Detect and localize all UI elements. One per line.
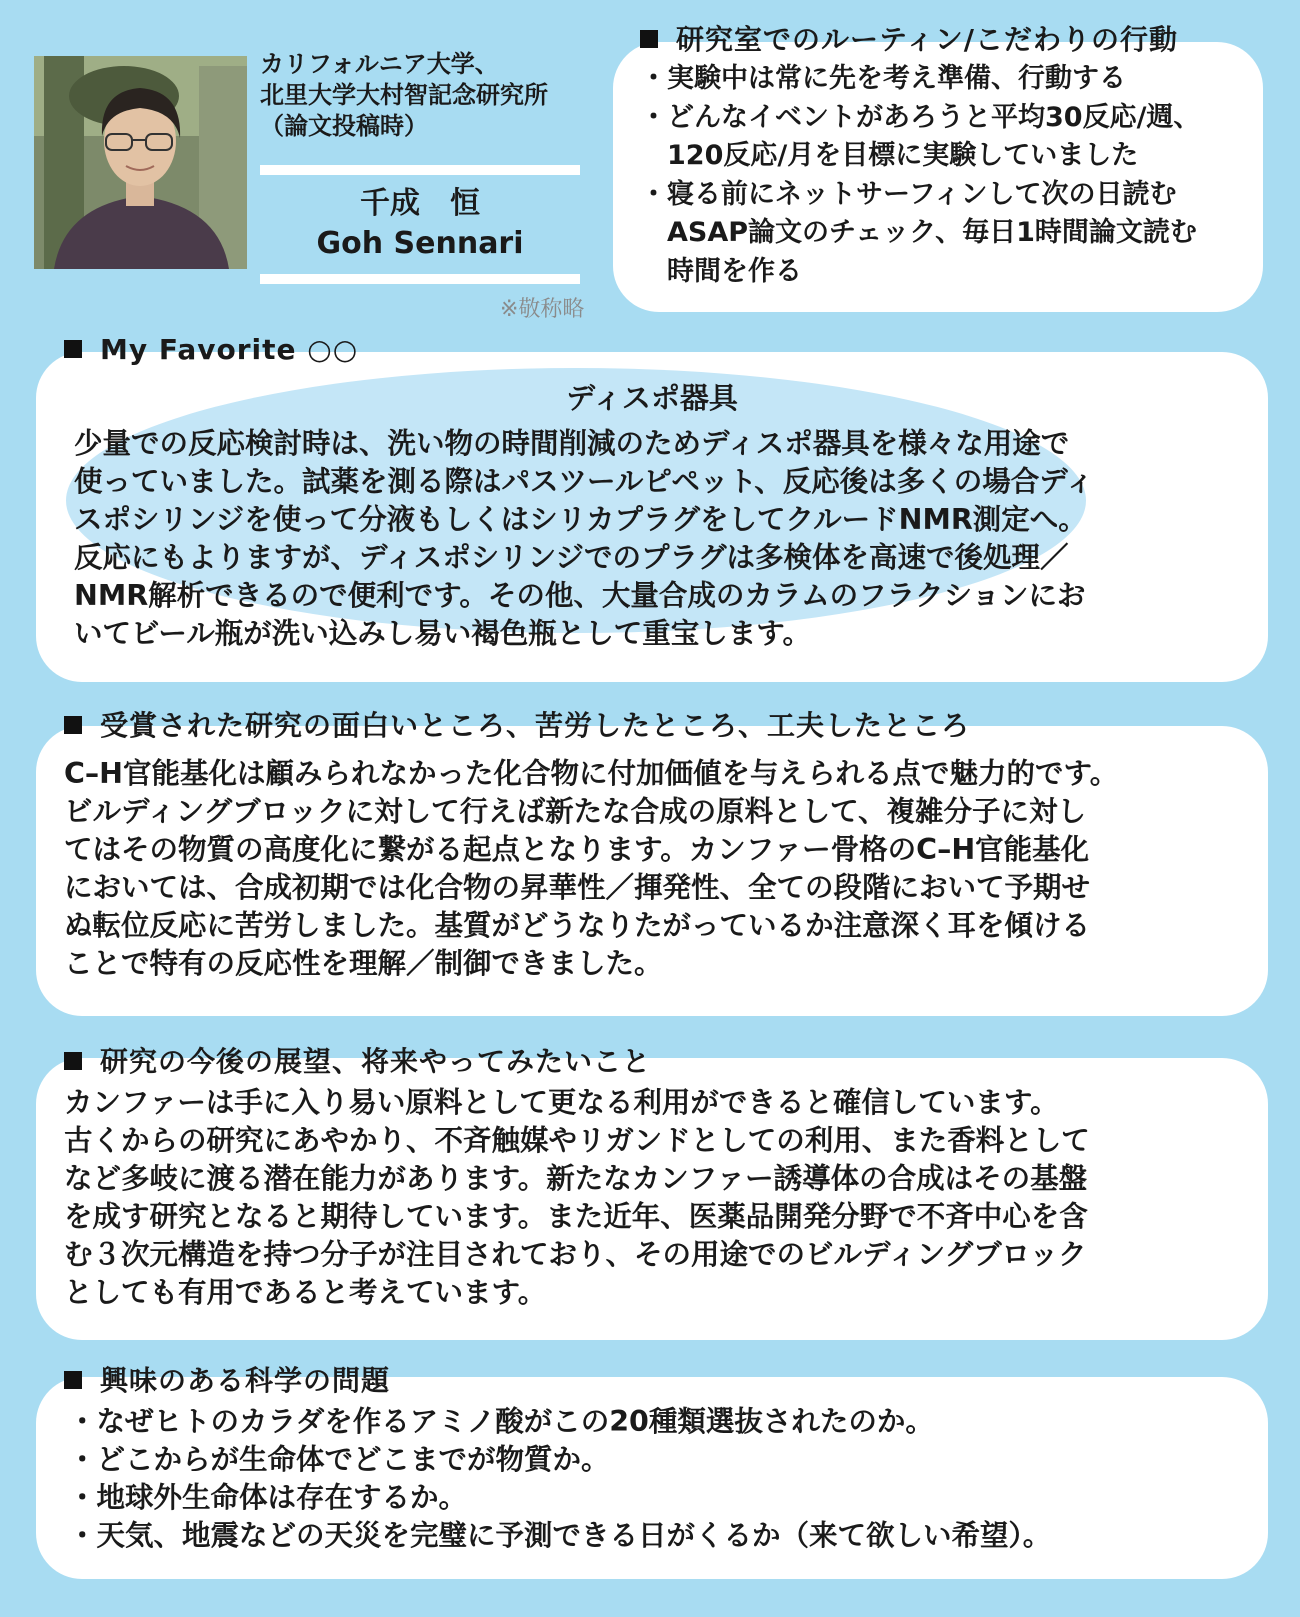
future-title-text: 研究の今後の展望、将来やってみたいこと (100, 1045, 652, 1078)
text-line: カンファーは手に入り易い原料として更なる利用ができると確信しています。 (64, 1086, 1059, 1119)
affiliation-line: カリフォルニア大学、 (260, 50, 499, 78)
divider-top (260, 165, 580, 175)
routine-title-text: 研究室でのルーティン/こだわりの行動 (676, 23, 1178, 56)
honorific-note: ※敬称略 (500, 297, 585, 322)
list-item: ・どこからが生命体でどこまでが物質か。 (68, 1443, 610, 1476)
text-line: 使っていました。試薬を測る際はパスツールピペット、反応後は多くの場合ディ (74, 465, 1095, 498)
text-line: ことで特有の反応性を理解／制御できました。 (64, 947, 663, 980)
affiliation-line: 北里大学大村智記念研究所 (260, 81, 548, 109)
person-name (260, 184, 580, 264)
text-line: においては、合成初期では化合物の昇華性／揮発性、全ての段階において予期せ (64, 871, 1091, 904)
interest-list (68, 1403, 1051, 1555)
list-item: 120反応/月を目標に実験していました (640, 140, 1139, 171)
text-line: NMR解析できるので便利です。その他、大量合成のカラムのフラクションにお (74, 579, 1086, 612)
profile-photo (34, 56, 247, 269)
text-line: など多岐に渡る潜在能力があります。新たなカンファー誘導体の合成はその基盤 (64, 1162, 1088, 1195)
future-body (64, 1084, 1090, 1312)
list-item: ・天気、地震などの天災を完璧に予測できる日がくるか（来て欲しい希望）。 (68, 1519, 1052, 1552)
award-body (64, 755, 1118, 983)
favorite-heading: ディスポ器具 (566, 381, 738, 415)
list-item: ・なぜヒトのカラダを作るアミノ酸がこの20種類選抜されたのか。 (68, 1405, 934, 1438)
future-title (64, 1040, 651, 1080)
text-line: としても有用であると考えています。 (64, 1276, 547, 1309)
list-item: ・寝る前にネットサーフィンして次の日読む (640, 178, 1177, 210)
favorite-title (64, 333, 358, 366)
text-line: スポシリンジを使って分液もしくはシリカプラグをしてクルードNMR測定へ。 (74, 503, 1087, 536)
list-item: 時間を作る (640, 255, 802, 287)
list-item: ・地球外生命体は存在するか。 (68, 1481, 468, 1514)
divider-bottom (260, 274, 580, 284)
list-item: ・どんなイベントがあろうと平均30反応/週、 (640, 101, 1201, 133)
text-line: を成す研究となると期待しています。また近年、医薬品開発分野で不斉中心を含 (64, 1200, 1088, 1233)
text-line: 少量での反応検討時は、洗い物の時間削減のためディスポ器具を様々な用途で (74, 427, 1070, 460)
list-item: ASAP論文のチェック、毎日1時間論文読む (640, 217, 1197, 248)
text-line: 古くからの研究にあやかり、不斉触媒やリガンドとしての利用、また香料として (64, 1124, 1090, 1157)
list-item: ・実験中は常に先を考え準備、行動する (640, 63, 1126, 94)
text-line: ビルディングブロックに対して行えば新たな合成の原料として、複雑分子に対し (64, 795, 1087, 828)
award-title (64, 704, 970, 744)
square-bullet-icon (64, 716, 82, 734)
name-en: Goh Sennari (316, 226, 524, 261)
affiliation (260, 49, 548, 142)
square-bullet-icon (64, 1371, 82, 1389)
favorite-title-text: My Favorite ○○ (100, 333, 359, 366)
favorite-body (74, 425, 1094, 653)
award-title-text: 受賞された研究の面白いところ、苦労したところ、工夫したところ (100, 709, 971, 742)
text-line: いてビール瓶が洗い込みし易い褐色瓶として重宝します。 (74, 617, 812, 650)
text-line: 反応にもよりますが、ディスポシリンジでのプラグは多検体を高速で後処理／ (74, 541, 1069, 574)
square-bullet-icon (640, 30, 658, 48)
text-line: む３次元構造を持つ分子が注目されており、その用途でのビルディングブロック (64, 1238, 1087, 1271)
portrait-image (34, 56, 247, 269)
routine-list (640, 60, 1200, 291)
text-line: てはその物質の高度化に繋がる起点となります。カンファー骨格のC–H官能基化 (64, 833, 1090, 866)
text-line: ぬ転位反応に苦労しました。基質がどうなりたがっているか注意深く耳を傾ける (64, 909, 1091, 942)
square-bullet-icon (64, 340, 82, 358)
interest-title (64, 1359, 390, 1399)
name-ja: 千成 恒 (360, 186, 480, 221)
text-line: C–H官能基化は顧みられなかった化合物に付加価値を与えられる点で魅力的です。 (64, 757, 1119, 790)
square-bullet-icon (64, 1052, 82, 1070)
affiliation-line: （論文投稿時） (260, 112, 428, 140)
routine-title (640, 18, 1178, 58)
interest-title-text: 興味のある科学の問題 (100, 1364, 391, 1397)
